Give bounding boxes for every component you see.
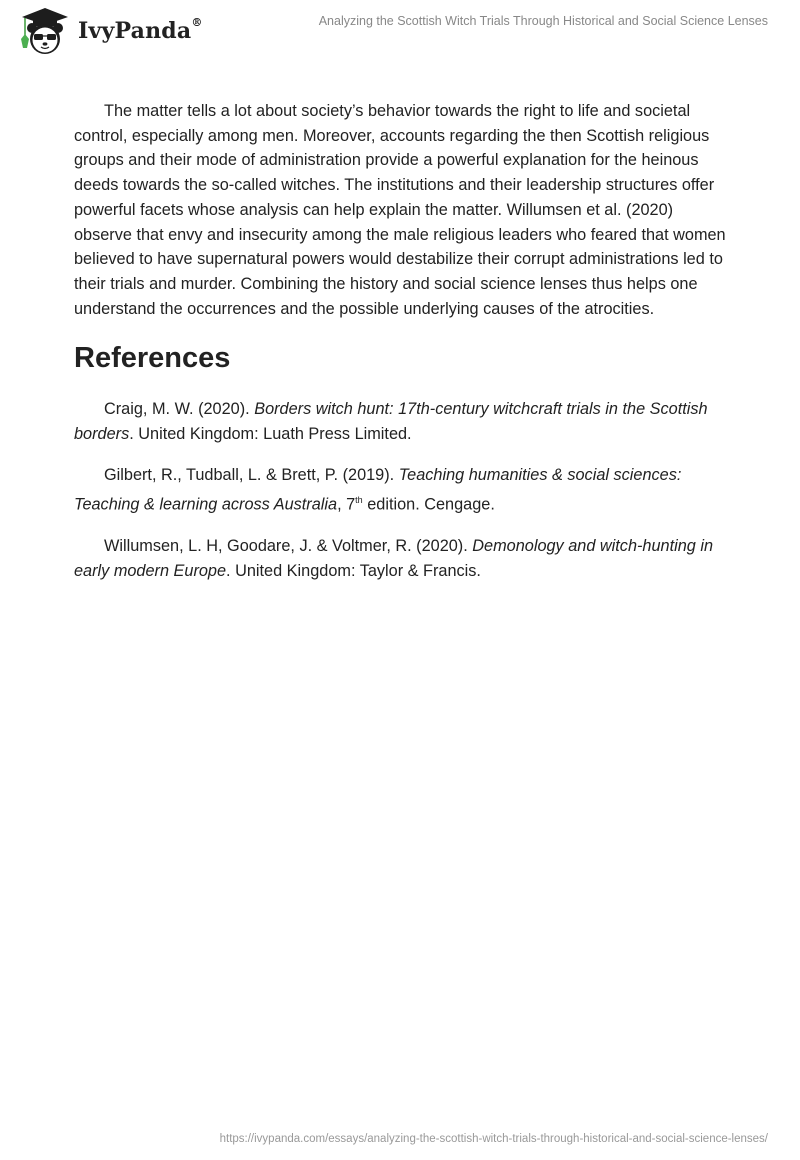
logo-text: IvyPanda® [78, 16, 203, 44]
document-content [74, 99, 734, 600]
source-url[interactable]: https://ivypanda.com/essays/analyzing-the-scottish-witch-trials-through-historical-and-social-science-lenses/ [219, 1133, 768, 1145]
reference-item: Willumsen, L. H, Goodare, J. & Voltmer, R. (2020). Demonology and witch-hunting in early modern Europe. United Kingdom: Taylor & Francis. [74, 536, 714, 580]
page-header [0, 0, 800, 60]
reference-item: Craig, M. W. (2020). Borders witch hunt: 17th-century witchcraft trials in the Scottish borders. United Kingdom: Luath Press Limited. [74, 400, 708, 444]
reference-item: Gilbert, R., Tudball, L. & Brett, P. (2019). Teaching humanities & social sciences: Teaching & learning across Australia, 7th edition. Cengage. [74, 466, 682, 514]
body-paragraph: The matter tells a lot about society’s behavior towards the right to life and societal control, especially among men. Moreover, accounts regarding the then Scottish religious groups and their mode of administration provide a powerful explanation for the heinous deeds towards the so-called witches. The institutions and their leadership structures offer powerful facets whose analysis can help explain the matter. Willumsen et al. (2020) observe that envy and insecurity among the male religious leaders who feared that women believed to have supernatural powers would destabilize their corrupt administrations led to their trials and murder. Combining the history and social science lenses thus helps one understand the occurrences and the possible underlying causes of the atrocities. [74, 102, 726, 318]
document-title: Analyzing the Scottish Witch Trials Through Historical and Social Science Lenses [318, 14, 768, 28]
references-heading: References [74, 342, 231, 375]
logo[interactable] [16, 6, 203, 56]
panda-graduate-icon [16, 6, 74, 56]
